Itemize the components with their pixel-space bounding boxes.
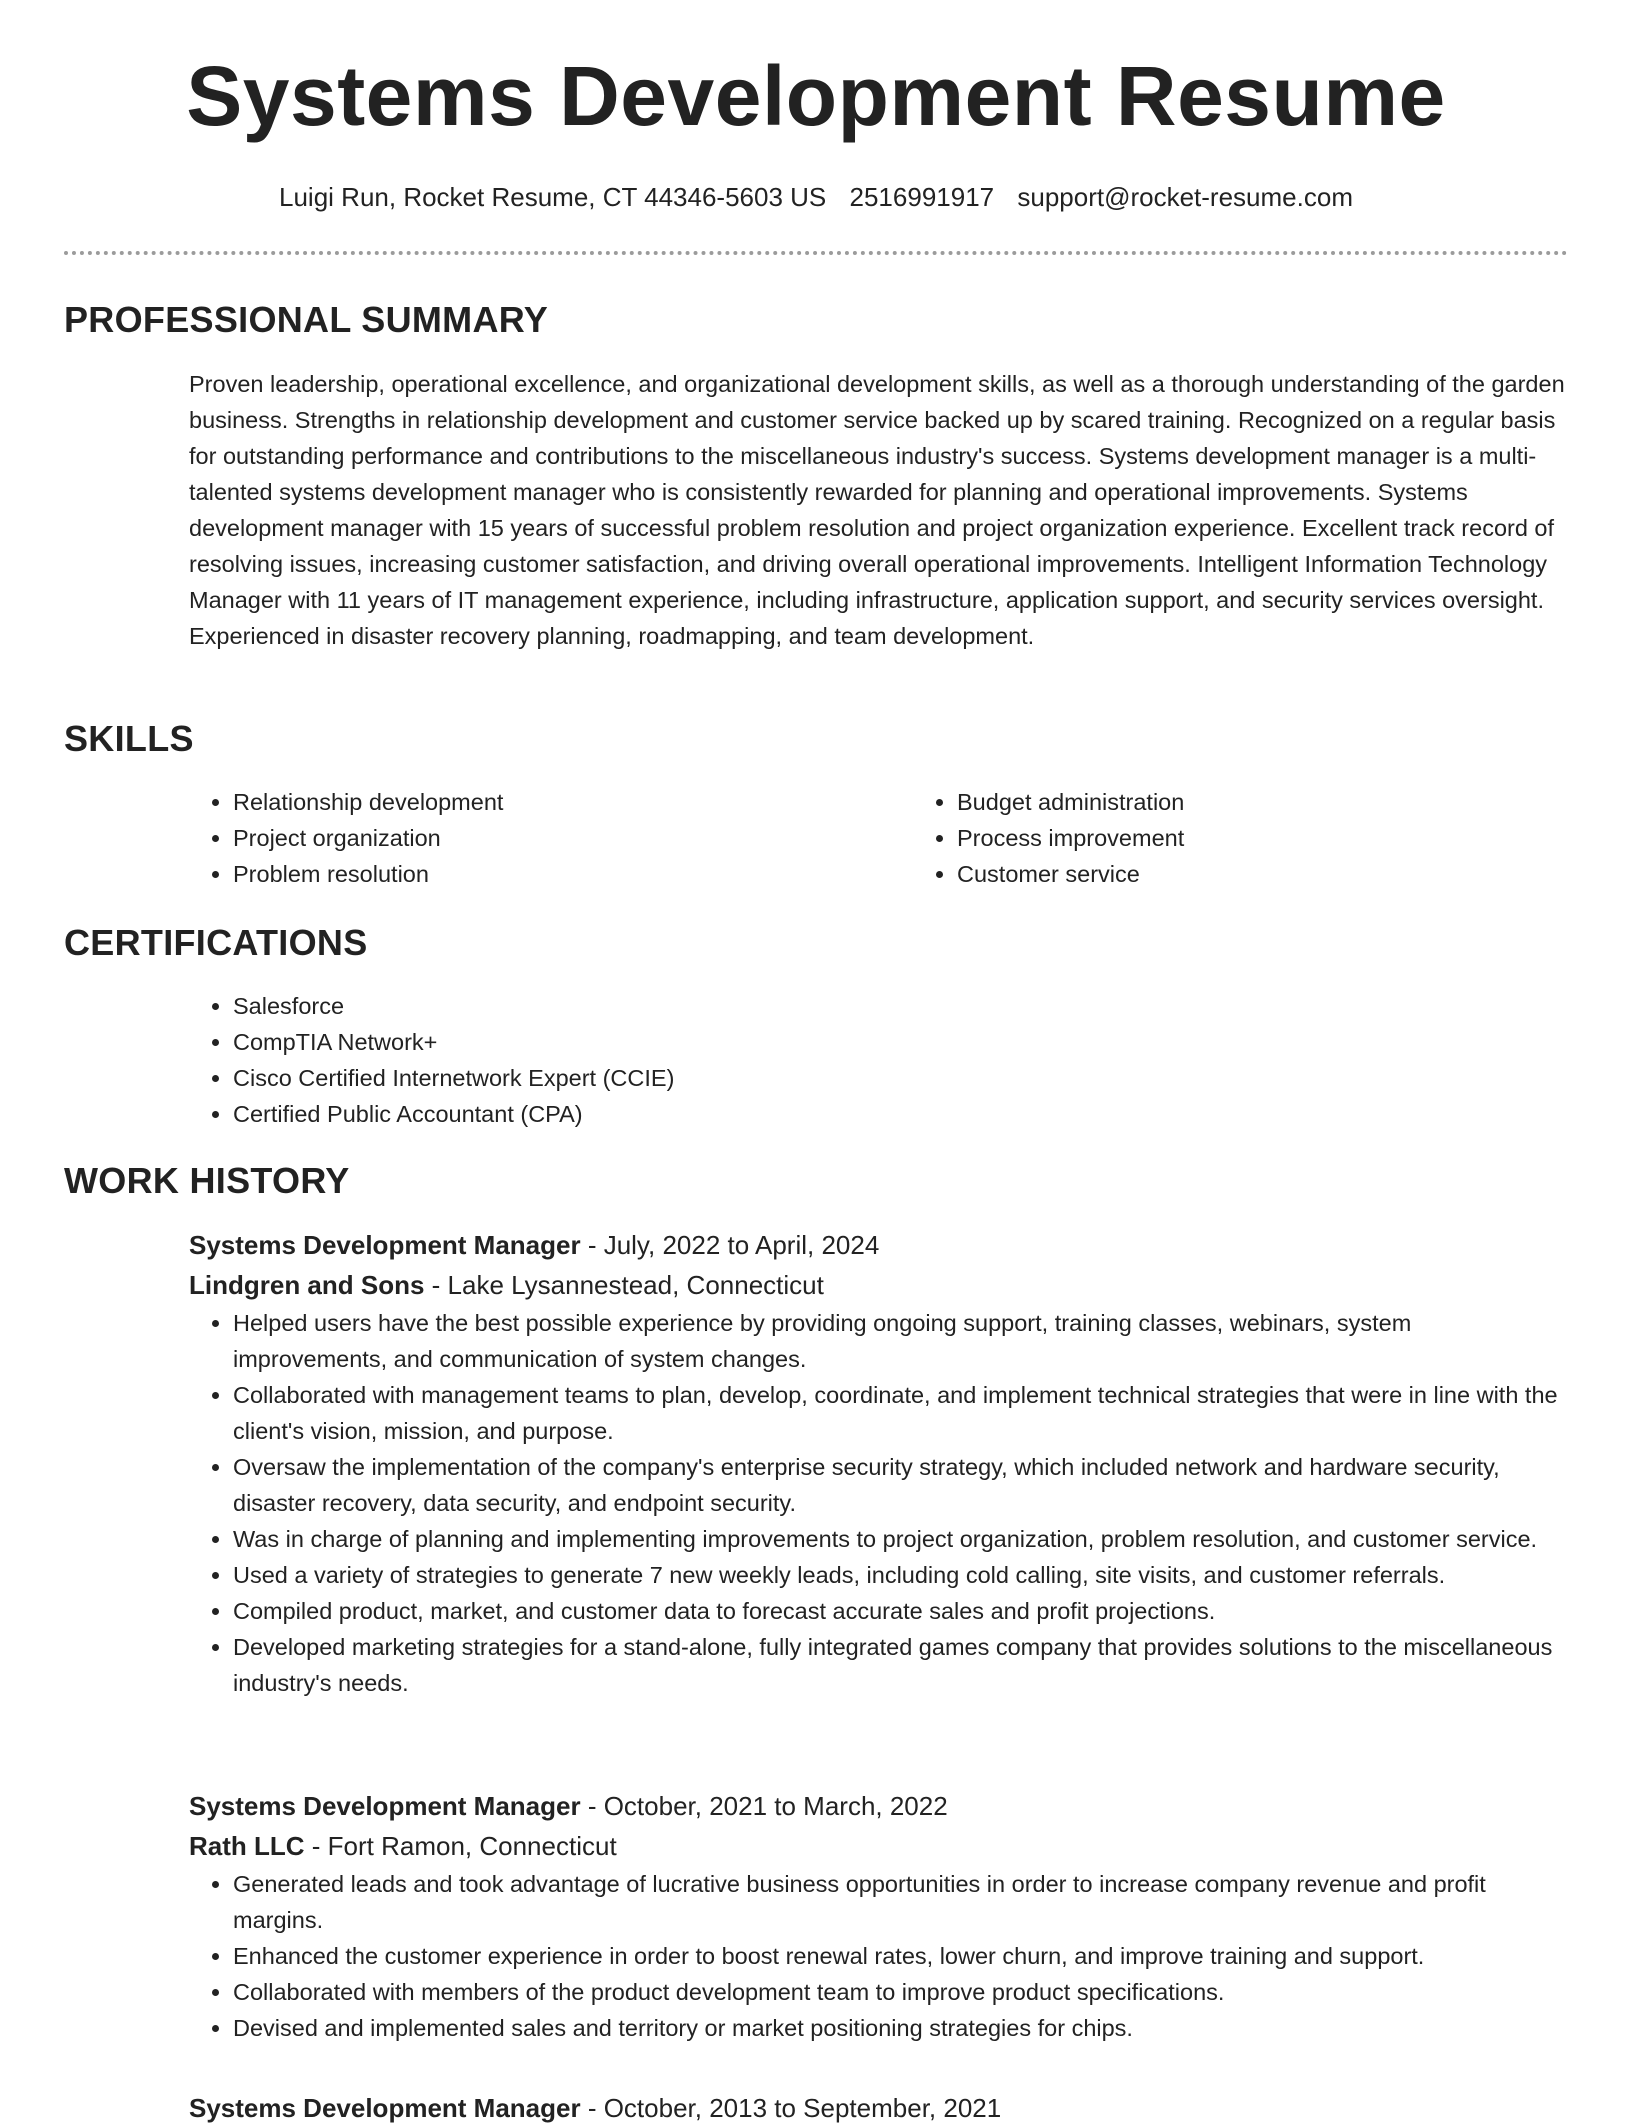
skill-item: • Project organization: [233, 820, 913, 856]
job-entry: [189, 1225, 1568, 1701]
certifications-heading: CERTIFICATIONS: [64, 922, 368, 963]
job-duty: • Oversaw the implementation of the company's enterprise security strategy, which included network and hardware security, disaster recovery, data security, and endpoint security.: [233, 1449, 1568, 1521]
job-duty: • Compiled product, market, and customer data to forecast accurate sales and profit projections.: [233, 1593, 1568, 1629]
job-dates: - July, 2022 to April, 2024: [580, 1230, 880, 1260]
certification-item: • CompTIA Network+: [233, 1024, 1568, 1060]
skill-item: • Budget administration: [957, 784, 1632, 820]
skills-grid: [189, 784, 1568, 892]
job-company: Lindgren and Sons: [189, 1270, 425, 1300]
skills-list-right: [913, 784, 1632, 892]
job-location: - Lake Lysannestead, Connecticut: [424, 1270, 824, 1300]
skill-item: • Relationship development: [233, 784, 913, 820]
job-location: - Fort Ramon, Connecticut: [304, 1831, 617, 1861]
job-title-line: [189, 1225, 1568, 1265]
job-duty: • Generated leads and took advantage of lucrative business opportunities in order to increase company revenue and profit margins.: [233, 1866, 1568, 1938]
job-duty: • Helped users have the best possible experience by providing ongoing support, training classes, webinars, system improvements, and communication of system changes.: [233, 1305, 1568, 1377]
summary-text: Proven leadership, operational excellence, and organizational development skills, as well as a thorough understanding of the garden business. Strengths in relationship development and customer service backed up by scared training. Recognized on a regular basis for outstanding performance and contributions to the miscellaneous industry's success. Systems development manager is a multi-talented systems development manager who is consistently rewarded for planning and operational improvements. Systems development manager with 15 years of successful problem resolution and project organization experience. Excellent track record of resolving issues, increasing customer satisfaction, and driving overall operational improvements. Intelligent Information Technology Manager with 11 years of IT management experience, including infrastructure, application support, and security services oversight. Experienced in disaster recovery planning, roadmapping, and team development.: [189, 371, 1565, 649]
job-duty: • Collaborated with management teams to plan, develop, coordinate, and implement technical strategies that were in line with the client's vision, mission, and purpose.: [233, 1377, 1568, 1449]
contact-email: support@rocket-resume.com: [1017, 182, 1353, 212]
job-title-line: [189, 1786, 1568, 1826]
summary-heading: PROFESSIONAL SUMMARY: [64, 299, 549, 340]
certification-item: • Certified Public Accountant (CPA): [233, 1096, 1568, 1132]
header-divider: [64, 251, 1568, 255]
certifications-block: [189, 988, 1568, 1132]
job-title: Systems Development Manager: [189, 1791, 581, 1821]
certification-item: • Cisco Certified Internetwork Expert (CCIE): [233, 1060, 1568, 1096]
skills-list-left: [189, 784, 913, 892]
work-history-heading: WORK HISTORY: [64, 1160, 350, 1201]
job-entry: [189, 2088, 1568, 2128]
skill-item: • Process improvement: [957, 820, 1632, 856]
job-company-line: [189, 1826, 1568, 1866]
job-duty: • Enhanced the customer experience in order to boost renewal rates, lower churn, and improve training and support.: [233, 1938, 1568, 1974]
job-entry: [189, 1786, 1568, 2046]
job-title: Systems Development Manager: [189, 2093, 581, 2123]
job-company: Rath LLC: [189, 1831, 305, 1861]
contact-phone: 2516991917: [849, 182, 995, 212]
skill-item: • Problem resolution: [233, 856, 913, 892]
job-title: Systems Development Manager: [189, 1230, 581, 1260]
contact-address: Luigi Run, Rocket Resume, CT 44346-5603 US: [279, 182, 827, 212]
certification-item: • Salesforce: [233, 988, 1568, 1024]
contact-line: [0, 182, 1632, 213]
certifications-list: [189, 988, 1568, 1132]
job-duty: • Used a variety of strategies to generate 7 new weekly leads, including cold calling, site visits, and customer referrals.: [233, 1557, 1568, 1593]
job-duty: • Devised and implemented sales and territory or market positioning strategies for chips.: [233, 2010, 1568, 2046]
job-title-line: [189, 2088, 1568, 2128]
skills-heading: SKILLS: [64, 718, 194, 759]
job-duty: • Was in charge of planning and implementing improvements to project organization, problem resolution, and customer service.: [233, 1521, 1568, 1557]
resume-title: Systems Development Resume: [186, 49, 1446, 143]
job-dates: - October, 2021 to March, 2022: [580, 1791, 948, 1821]
job-company-line: [189, 1265, 1568, 1305]
job-duties: [189, 1866, 1568, 2046]
skill-item: • Customer service: [957, 856, 1632, 892]
job-duties: [189, 1305, 1568, 1701]
job-dates: - October, 2013 to September, 2021: [580, 2093, 1002, 2123]
job-duty: • Collaborated with members of the product development team to improve product specifications.: [233, 1974, 1568, 2010]
job-duty: • Developed marketing strategies for a stand-alone, fully integrated games company that provides solutions to the miscellaneous industry's needs.: [233, 1629, 1568, 1701]
